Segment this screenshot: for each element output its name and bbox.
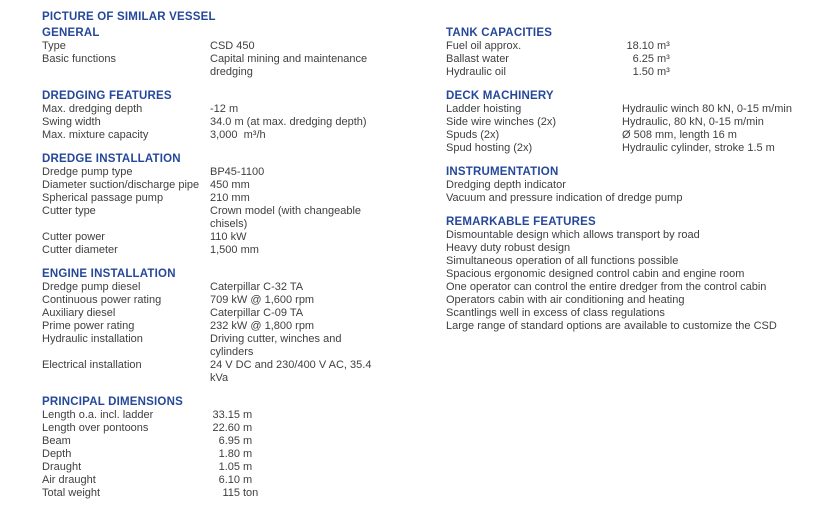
spec-label: Continuous power rating	[42, 294, 162, 306]
spec-row	[446, 53, 824, 66]
spec-row	[42, 474, 402, 487]
spec-value: CSD 450	[210, 40, 255, 52]
spec-value: Ø 508 mm, length 16 m	[622, 129, 737, 141]
feature-line: Large range of standard options are available to customize the CSD	[446, 320, 777, 332]
spec-label: Diameter suction/discharge pipe	[42, 179, 200, 191]
spec-label: Draught	[42, 461, 82, 473]
section-heading: INSTRUMENTATION	[446, 166, 559, 178]
spec-value: Hydraulic cylinder, stroke 1.5 m	[622, 142, 775, 154]
spec-value: Hydraulic, 80 kN, 0-15 m/min	[622, 116, 764, 128]
spec-value-number: 18.10	[626, 40, 654, 52]
spec-row	[446, 66, 824, 79]
spec-row	[42, 448, 402, 461]
spec-value: Driving cutter, winches and cylinders	[210, 333, 345, 358]
feature-line: Vacuum and pressure indication of dredge pump	[446, 192, 683, 204]
spec-label: Cutter type	[42, 205, 96, 217]
spec-value-number: 6.25	[632, 53, 654, 65]
spec-section	[446, 166, 824, 205]
spec-label: Auxiliary diesel	[42, 307, 116, 319]
spec-label: Length over pontoons	[42, 422, 149, 434]
spec-row	[446, 129, 824, 142]
spec-row	[42, 53, 402, 79]
spec-value: Capital mining and maintenance dredging	[210, 53, 371, 78]
spec-value: -12 m	[210, 103, 239, 115]
spec-row	[42, 333, 402, 359]
feature-line: Operators cabin with air conditioning and heating	[446, 294, 685, 306]
spec-value-number: 6.10	[218, 474, 240, 486]
spec-value-unit: m³	[657, 66, 670, 78]
spec-row	[42, 166, 402, 179]
spec-value-unit: m³	[657, 40, 670, 52]
spec-value: 3,000 m³/h	[210, 129, 266, 141]
spec-value: 450 mm	[210, 179, 250, 191]
section-heading: ENGINE INSTALLATION	[42, 268, 176, 280]
spec-value-number: 6.95	[218, 435, 240, 447]
spec-value-unit: m	[243, 409, 253, 421]
spec-section	[42, 27, 402, 79]
spec-value: 110 kW	[210, 231, 247, 243]
spec-label: Prime power rating	[42, 320, 135, 332]
spec-row	[42, 40, 402, 53]
spec-row	[42, 281, 402, 294]
feature-line: Heavy duty robust design	[446, 242, 571, 254]
spec-value-unit: m	[243, 461, 253, 473]
feature-line: Spacious ergonomic designed control cabin and engine room	[446, 268, 745, 280]
spec-value: BP45-1100	[210, 166, 265, 178]
spec-value-unit: m³	[657, 53, 670, 65]
spec-value-number: 1.80	[218, 448, 240, 460]
spec-row	[42, 231, 402, 244]
section-heading: DECK MACHINERY	[446, 90, 554, 102]
spec-row	[446, 142, 824, 155]
spec-section	[42, 268, 402, 385]
section-heading: DREDGE INSTALLATION	[42, 153, 181, 165]
spec-row	[446, 116, 824, 129]
spec-value-number: 33.15	[212, 409, 240, 421]
spec-label: Electrical installation	[42, 359, 142, 371]
spec-label: Hydraulic oil	[446, 66, 506, 78]
spec-row	[42, 244, 402, 257]
feature-line: Dredging depth indicator	[446, 179, 566, 191]
spec-label: Spud hosting (2x)	[446, 142, 533, 154]
spec-value: 1,500 mm	[210, 244, 259, 256]
spec-value: 24 V DC and 230/400 V AC, 35.4 kVa	[210, 359, 375, 384]
feature-line: One operator can control the entire dredger from the control cabin	[446, 281, 767, 293]
spec-value: Crown model (with changeable chisels)	[210, 205, 365, 230]
spec-label: Length o.a. incl. ladder	[42, 409, 154, 421]
spec-section	[42, 11, 402, 24]
spec-value-unit: m	[243, 422, 253, 434]
spec-label: Fuel oil approx.	[446, 40, 522, 52]
spec-row	[42, 129, 402, 142]
spec-label: Beam	[42, 435, 71, 447]
spec-row	[42, 103, 402, 116]
spec-row	[42, 487, 402, 500]
spec-section	[42, 90, 402, 142]
spec-label: Cutter power	[42, 231, 105, 243]
spec-row	[42, 359, 402, 385]
spec-label: Spherical passage pump	[42, 192, 164, 204]
spec-row	[42, 192, 402, 205]
spec-label: Depth	[42, 448, 72, 460]
spec-label: Max. mixture capacity	[42, 129, 149, 141]
spec-label: Dredge pump type	[42, 166, 133, 178]
spec-value-unit: ton	[243, 487, 259, 499]
spec-label: Type	[42, 40, 66, 52]
spec-value: Caterpillar C-09 TA	[210, 307, 304, 319]
spec-value-number: 1.50	[632, 66, 654, 78]
spec-column-right	[446, 27, 824, 344]
spec-value-unit: m	[243, 474, 253, 486]
spec-value-unit: m	[243, 435, 253, 447]
spec-label: Ballast water	[446, 53, 509, 65]
spec-row	[446, 40, 824, 53]
spec-label: Air draught	[42, 474, 96, 486]
spec-row	[42, 294, 402, 307]
spec-row	[42, 461, 402, 474]
feature-line: Scantlings well in excess of class regulations	[446, 307, 665, 319]
spec-row	[42, 179, 402, 192]
spec-value: 232 kW @ 1,800 rpm	[210, 320, 315, 332]
spec-row	[42, 116, 402, 129]
feature-line: Simultaneous operation of all functions possible	[446, 255, 679, 267]
spec-row	[42, 435, 402, 448]
feature-line: Dismountable design which allows transport by road	[446, 229, 700, 241]
spec-value-number: 22.60	[212, 422, 240, 434]
spec-row	[42, 422, 402, 435]
spec-label: Dredge pump diesel	[42, 281, 141, 293]
spec-value: 709 kW @ 1,600 rpm	[210, 294, 315, 306]
section-heading: DREDGING FEATURES	[42, 90, 172, 102]
spec-label: Basic functions	[42, 53, 116, 65]
spec-section	[446, 27, 824, 79]
spec-row	[446, 103, 824, 116]
spec-label: Swing width	[42, 116, 101, 128]
spec-value: 34.0 m (at max. dredging depth)	[210, 116, 367, 128]
spec-section	[446, 216, 824, 333]
section-heading: TANK CAPACITIES	[446, 27, 553, 39]
spec-section	[42, 396, 402, 500]
spec-row	[42, 307, 402, 320]
spec-label: Side wire winches (2x)	[446, 116, 557, 128]
spec-value-unit: m	[243, 448, 253, 460]
section-heading: PRINCIPAL DIMENSIONS	[42, 396, 183, 408]
spec-label: Ladder hoisting	[446, 103, 522, 115]
spec-value: Caterpillar C-32 TA	[210, 281, 304, 293]
spec-column-left	[42, 11, 402, 511]
spec-label: Max. dredging depth	[42, 103, 143, 115]
section-heading: REMARKABLE FEATURES	[446, 216, 596, 228]
spec-label: Cutter diameter	[42, 244, 118, 256]
spec-value: Hydraulic winch 80 kN, 0-15 m/min	[622, 103, 792, 115]
spec-section	[42, 153, 402, 257]
section-heading: PICTURE OF SIMILAR VESSEL	[42, 11, 216, 23]
spec-value-number: 1.05	[218, 461, 240, 473]
spec-value: 210 mm	[210, 192, 250, 204]
spec-row	[42, 205, 402, 231]
spec-row	[42, 409, 402, 422]
spec-label: Total weight	[42, 487, 101, 499]
section-heading: GENERAL	[42, 27, 100, 39]
spec-value-number: 115	[222, 487, 240, 499]
spec-label: Hydraulic installation	[42, 333, 143, 345]
spec-section	[446, 90, 824, 155]
spec-row	[42, 320, 402, 333]
spec-label: Spuds (2x)	[446, 129, 500, 141]
